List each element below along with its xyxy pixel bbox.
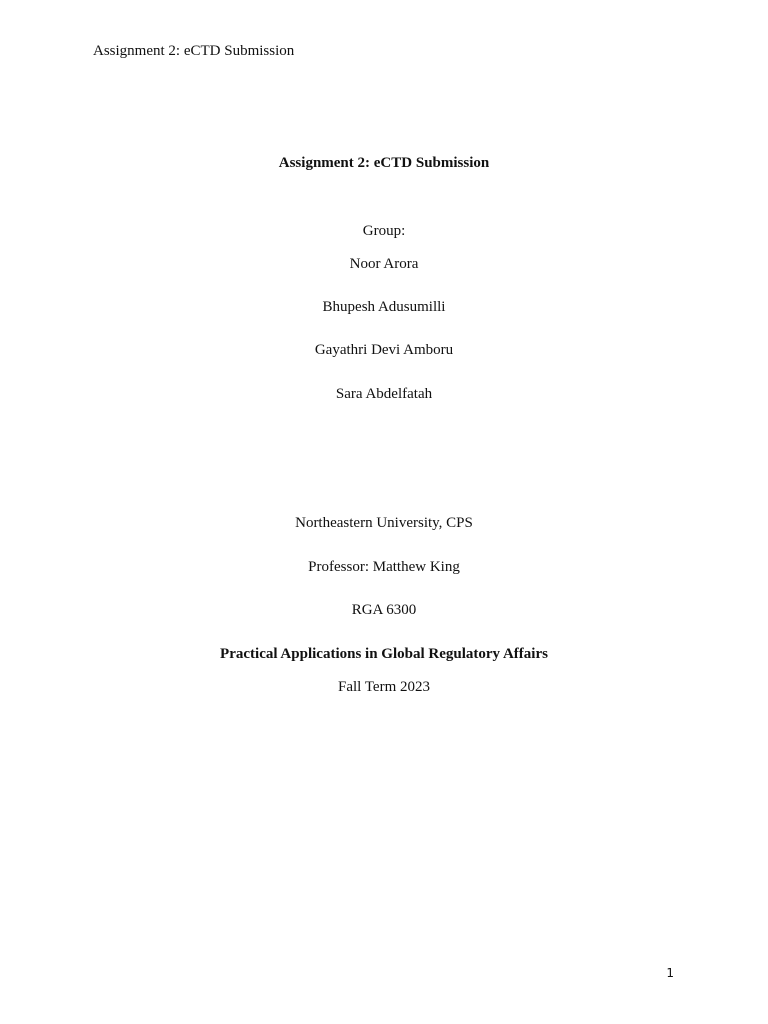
term: Fall Term 2023 [338, 679, 430, 695]
group-member: Noor Arora [349, 256, 419, 272]
course-name: Practical Applications in Global Regulatory Affairs [220, 646, 548, 662]
institution: Northeastern University, CPS [295, 515, 473, 531]
group-member: Sara Abdelfatah [335, 386, 433, 402]
group-label: Group: [362, 223, 406, 239]
course-code: RGA 6300 [351, 602, 417, 618]
page-number: 1 [666, 966, 674, 980]
running-head: Assignment 2: eCTD Submission [93, 43, 295, 59]
group-member: Bhupesh Adusumilli [322, 299, 446, 315]
professor: Professor: Matthew King [308, 559, 460, 575]
group-member: Gayathri Devi Amboru [314, 342, 454, 358]
document-title: Assignment 2: eCTD Submission [278, 155, 490, 171]
